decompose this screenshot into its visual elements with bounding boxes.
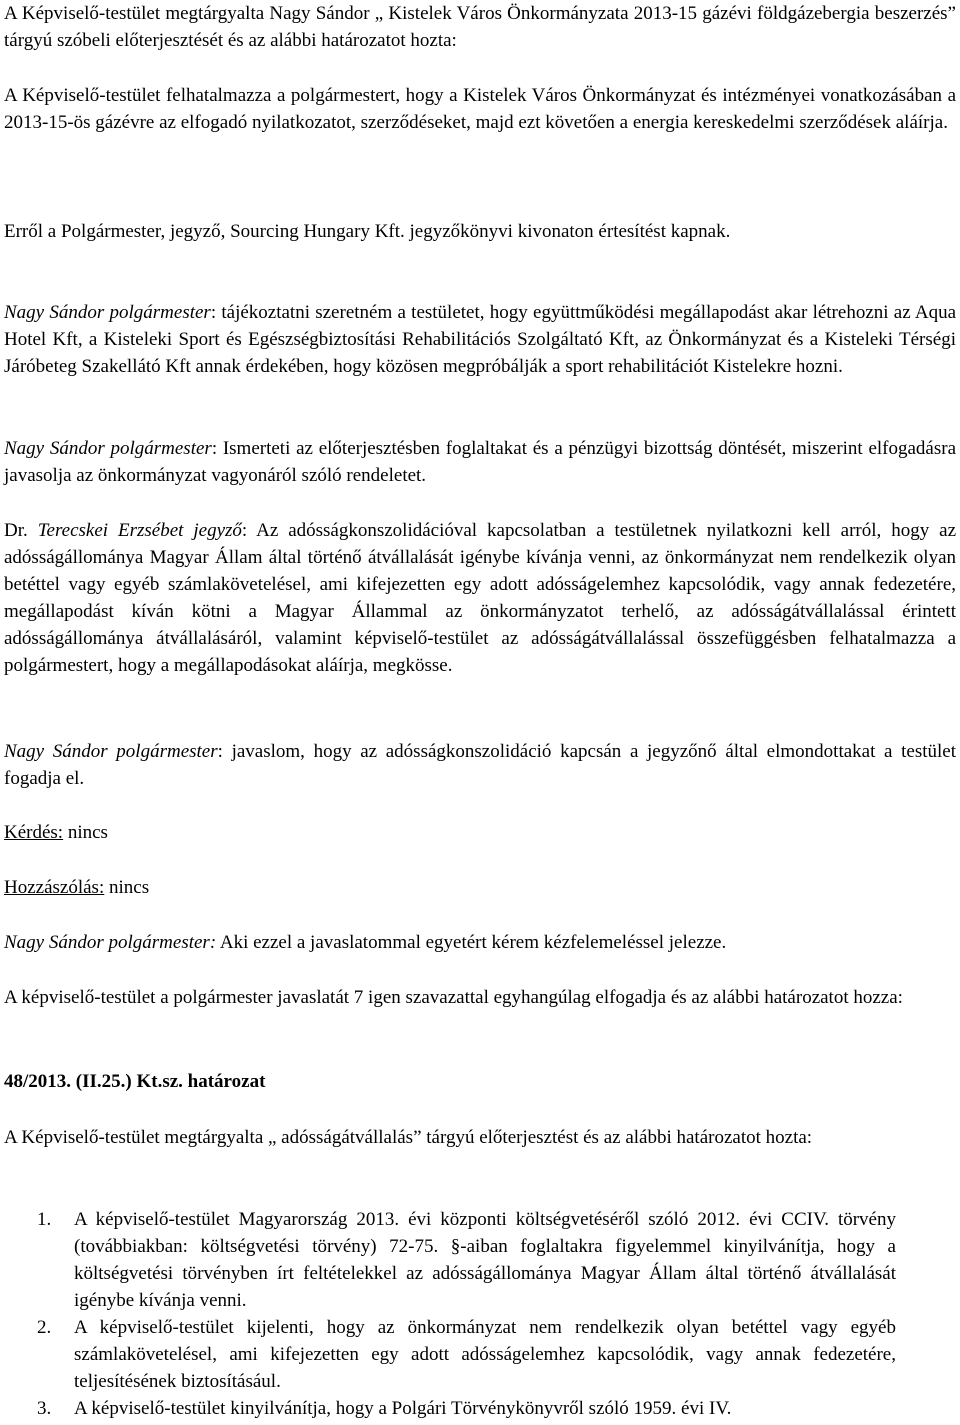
paragraph-gas-procurement: A Képviselő-testület megtárgyalta Nagy Sándor „ Kistelek Város Önkormányzata 2013-15 gázévi földgázebergia beszerzés” tárgyú szóbeli előterjesztését és az alábbi határozatot hozta: [4, 3, 956, 51]
resolution-list [0, 1206, 960, 1422]
speaker-name: Nagy Sándor polgármester: [4, 932, 217, 953]
paragraph-resolution-intro: A Képviselő-testület megtárgyalta „ adósságátvállalás” tárgyú előterjesztést és az alábbi határozatot hozta: [4, 1127, 813, 1148]
paragraph-text: : javaslom, hogy az adósságkonszolidáció kapcsán a jegyzőnő által elmondottakat a testület fogadja el. [4, 741, 956, 789]
speaker-name: Nagy Sándor polgármester [4, 438, 212, 459]
paragraph-comments [4, 874, 956, 901]
paragraph-text: : Az adósságkonszolidációval kapcsolatban a testületnek nyilatkozni kell arról, hogy az adósságállománya Magyar Állam által történő átvállalását igénybe kívánja venni, az önkormányzat nem rendelkezik olyan betéttel vagy egyéb számlakövetelésel, ami kifejezetten egy adott adósságelemhez kapcsolódik, vagy annak fedezetére, megállapodást kíván kötni a Magyar Állammal az önkormányzatot terhelő, az adósságátvállalással érintett adósságállománya átvállalásáról, valamint képviselő-testület az adósságátvállalással összefüggésben felhatalmazza a polgármestert, hogy a megállapodásokat aláírja, megkösse. [4, 520, 957, 676]
list-number: 3. [37, 1398, 52, 1419]
resolution-heading: 48/2013. (II.25.) Kt.sz. határozat [4, 1071, 266, 1092]
list-text: A képviselő-testület kijelenti, hogy az önkormányzat nem rendelkezik olyan betéttel vagy egyéb számlakövetelésel, ami kifejezetten egy adott adósságelemhez kapcsolódik, vagy annak fedezetére, teljesítésének biztosításául. [74, 1317, 896, 1392]
list-item [0, 1395, 960, 1422]
paragraph-vote-result: A képviselő-testület a polgármester javaslatát 7 igen szavazattal egyhangúlag elfogadja és az alábbi határozatot hozza: [4, 987, 903, 1008]
paragraph-text: : tájékoztatni szeretném a testületet, hogy együttműködési megállapodást akar létrehozni az Aqua Hotel Kft, a Kisteleki Sport és Egészségbiztosítási Rehabilitációs Szolgáltató Kft, az Önkormányzat és a Kisteleki Térségi Járóbeteg Szakellátó Kft annak érdekében, hogy közösen megpróbálják a sport rehabilitációt Kistelekre hozni. [4, 302, 956, 377]
speaker-name: Terecskei Erzsébet jegyző [37, 520, 242, 541]
speaker-name: Nagy Sándor polgármester [4, 741, 218, 762]
paragraph-budget-decision [4, 435, 956, 489]
list-item [0, 1314, 960, 1395]
list-text: A képviselő-testület kinyilvánítja, hogy a Polgári Törvénykönyvről szóló 1959. évi IV. [74, 1398, 732, 1419]
paragraph-proposal [4, 738, 956, 792]
paragraph-debt-consolidation [4, 517, 956, 679]
comments-label: Hozzászólás: [4, 877, 105, 898]
comments-value: nincs [104, 877, 150, 898]
speaker-name: Nagy Sándor polgármester [4, 302, 211, 323]
list-number: 1. [37, 1209, 52, 1230]
title-prefix: Dr. [4, 520, 28, 541]
questions-label: Kérdés: [4, 822, 64, 843]
paragraph-vote-call [4, 929, 956, 956]
paragraph-text: : Ismerteti az előterjesztésben foglaltakat és a pénzügyi bizottság döntését, miszerint elfogadásra javasolja az önkormányzat vagyonáról szóló rendeletet. [4, 438, 957, 486]
paragraph-text: Aki ezzel a javaslatommal egyetért kérem kézfelemeléssel jelezze. [216, 932, 727, 953]
questions-value: nincs [63, 822, 108, 843]
list-item [0, 1206, 960, 1314]
paragraph-cooperation [4, 299, 956, 380]
paragraph-questions [4, 819, 956, 846]
paragraph-authorization: A Képviselő-testület felhatalmazza a polgármestert, hogy a Kistelek Város Önkormányzat és intézményei vonatkozásában a 2013-15-ös gázévre az elfogadó nyilatkozatot, szerződéseket, majd ezt követően a energia kereskedelmi szerződések aláírja. [4, 85, 956, 133]
list-number: 2. [37, 1317, 52, 1338]
paragraph-notification: Erről a Polgármester, jegyző, Sourcing Hungary Kft. jegyzőkönyvi kivonaton értesítést kapnak. [4, 221, 731, 242]
list-text: A képviselő-testület Magyarország 2013. évi központi költségvetéséről szóló 2012. évi CCIV. törvény (továbbiakban: költségvetési törvény) 72-75. §-aiban foglaltakra figyelemmel kinyilvánítja, hogy a költségvetési törvényben írt feltételekkel az adósságállománya Magyar Állam által történő átvállalását igénybe kívánja venni. [74, 1209, 896, 1311]
